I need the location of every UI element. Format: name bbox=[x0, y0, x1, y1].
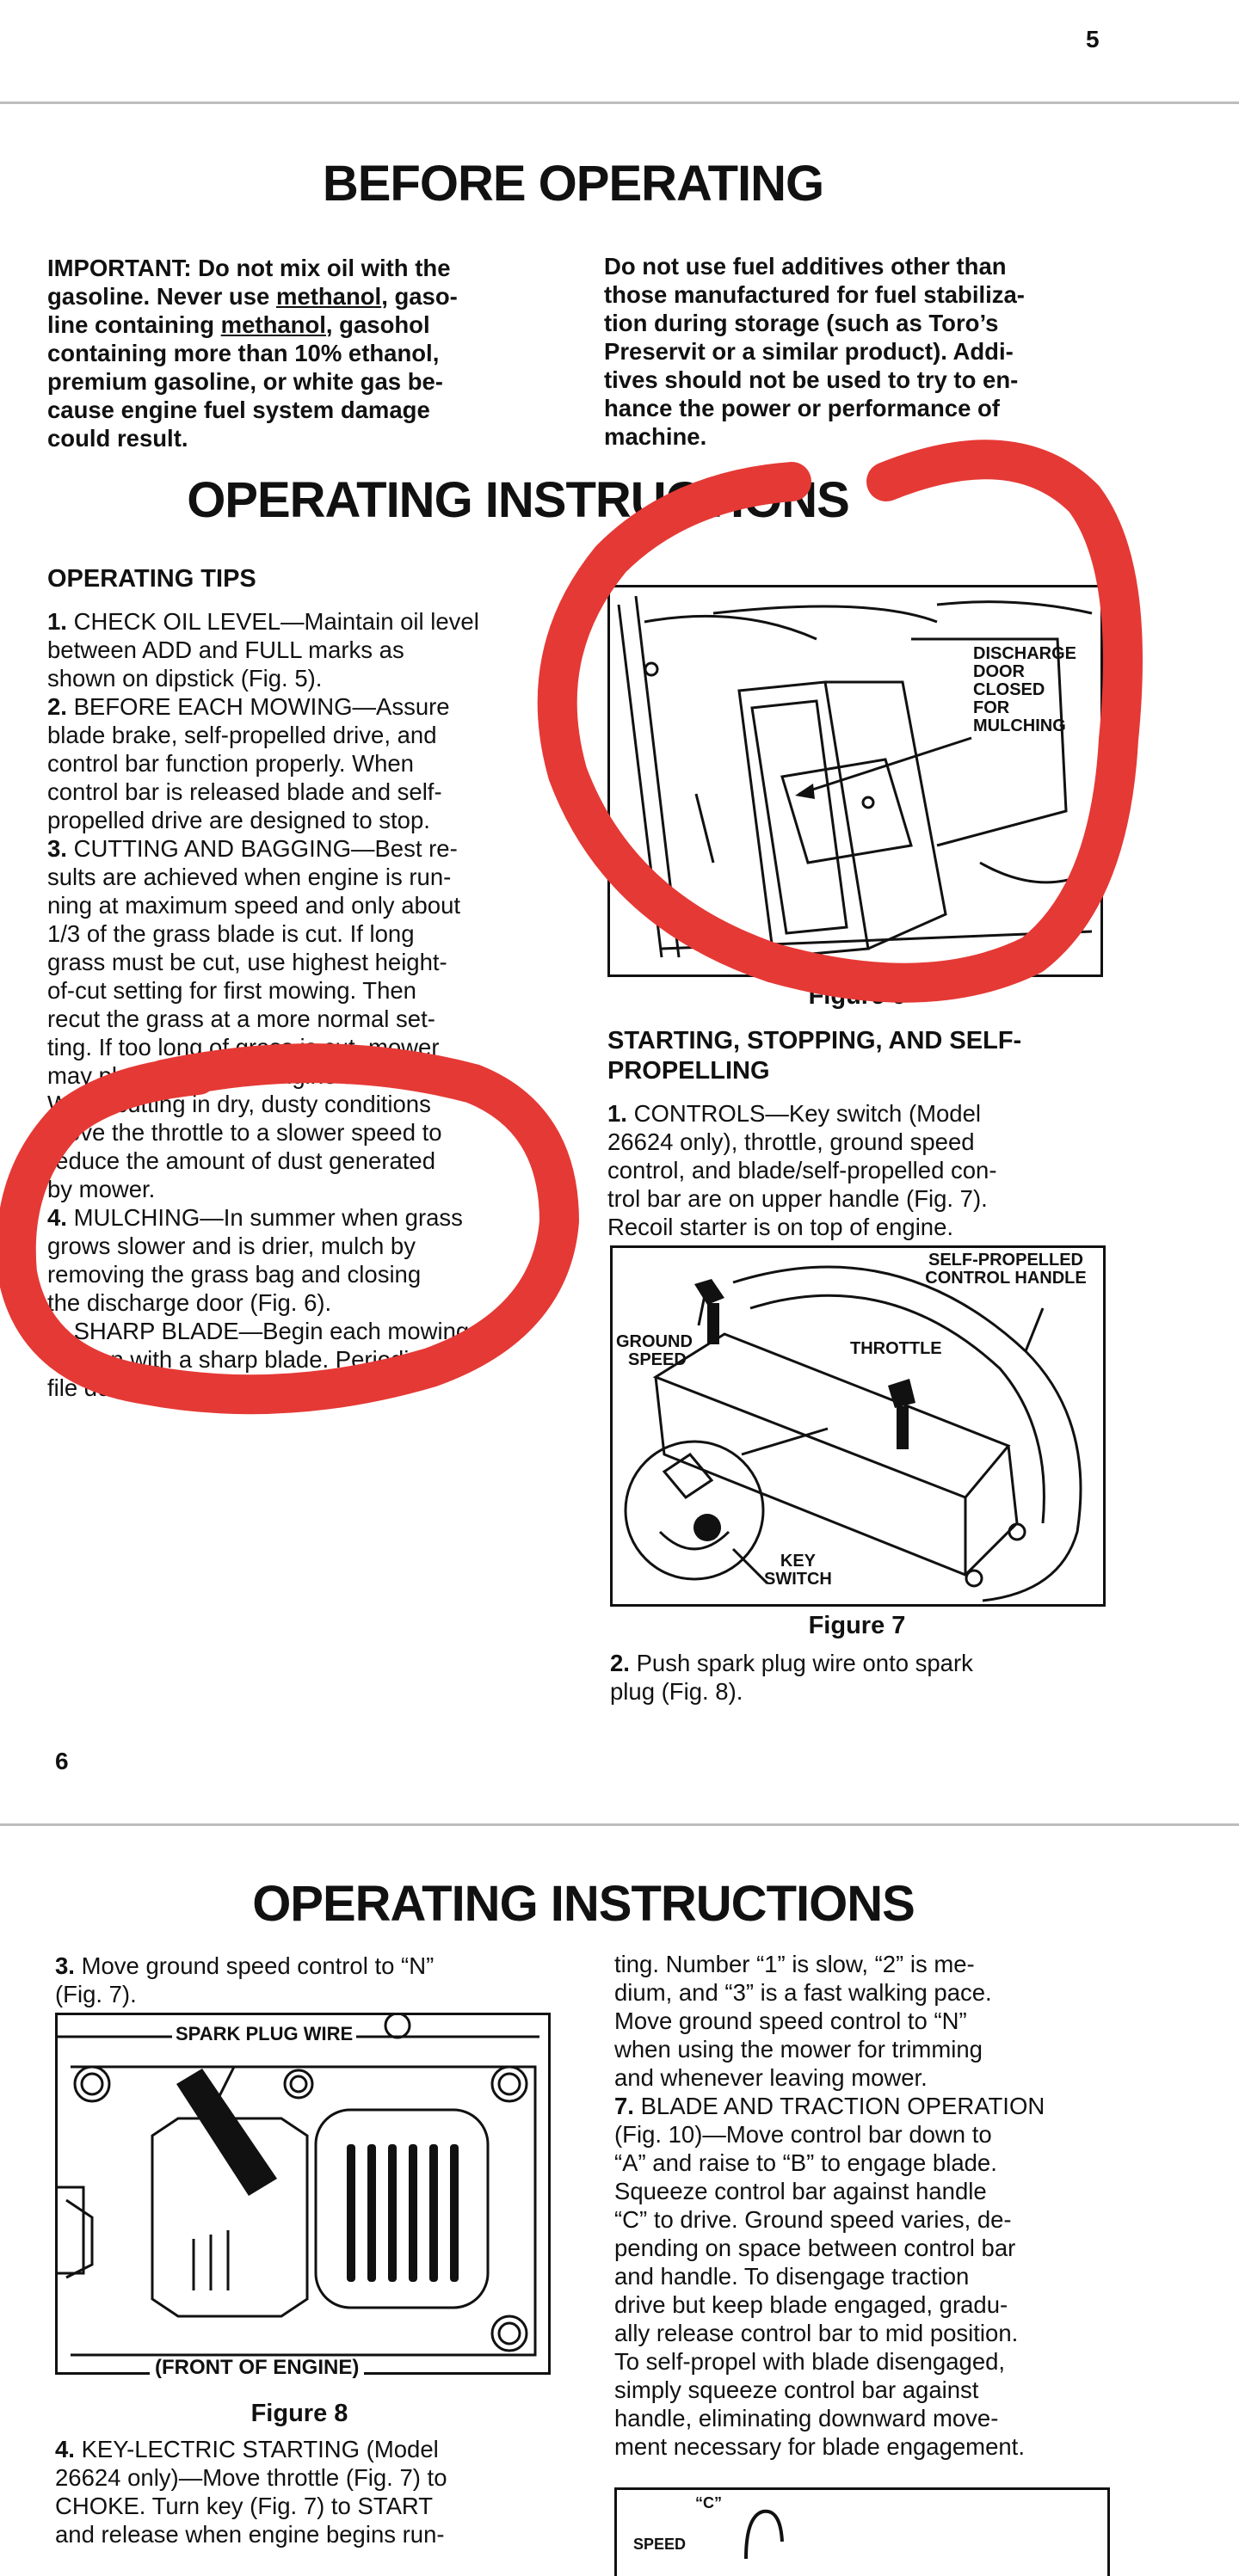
key-switch-label: KEY SWITCH bbox=[764, 1552, 832, 1589]
figure-6-caption: Figure 6 bbox=[808, 982, 906, 1010]
before-operating-title: BEFORE OPERATING bbox=[322, 156, 824, 212]
tip-item: 4. MULCHING—In summer when grass grows slower and is drier, mulch by removing the grass bag and closing the discharge door (Fig. 6). bbox=[47, 1204, 463, 1316]
methanol-term: methanol bbox=[275, 283, 382, 310]
step-2-paragraph: 2. Push spark plug wire onto spark plug (Fig. 8). bbox=[610, 1650, 973, 1705]
important-paragraph: IMPORTANT: Do not mix oil with the gasoline. Never use methanol, gaso- line containing methanol, gasohol containing more than 10% ethanol, premium gasoline, or white gas be- cause engine fuel system damage could result. bbox=[47, 255, 458, 452]
red-circle-annotation bbox=[558, 459, 1123, 982]
operating-instructions-title: OPERATING INSTRUCTIONS bbox=[252, 1876, 915, 1932]
step-3-paragraph: 3. Move ground speed control to “N” (Fig. 7). bbox=[55, 1952, 435, 2007]
tip-item: 2. BEFORE EACH MOWING—Assure blade brake, self-propelled drive, and control bar function properly. When control bar is released blade and self- propelled drive are designed to stop. bbox=[47, 693, 450, 833]
figure-8-caption: Figure 8 bbox=[250, 2400, 348, 2427]
important-label: IMPORTANT: bbox=[47, 255, 192, 281]
self-propelled-control-handle-label: SELF-PROPELLED CONTROL HANDLE bbox=[925, 1251, 1087, 1288]
methanol-term: methanol bbox=[220, 311, 326, 338]
red-circle-annotation bbox=[16, 1063, 559, 1394]
c-label: “C” bbox=[695, 2494, 722, 2511]
figure-7-caption: Figure 7 bbox=[808, 1612, 906, 1639]
starting-heading: STARTING, STOPPING, AND SELF- PROPELLING bbox=[607, 1027, 1022, 1085]
controls-paragraph: 1. CONTROLS—Key switch (Model 26624 only), throttle, ground speed control, and blade/self-propelled con- trol bar are on upper handle (Fig. 7). Recoil starter is on top of engine. bbox=[607, 1100, 997, 1240]
tip-item: 5. SHARP BLADE—Begin each mowing season with a sharp blade. Periodically file down nicks. bbox=[47, 1318, 470, 1401]
page-number: 6 bbox=[55, 1748, 69, 1774]
front-of-engine-label: (FRONT OF ENGINE) bbox=[150, 2358, 364, 2376]
fuel-additives-paragraph: Do not use fuel additives other than those manufactured for fuel stabiliza- tion during storage (such as Toro’s Preservit or a similar product). Addi- tives should not be used to try to en- hance the power or performance of machine. bbox=[604, 253, 1025, 450]
step-7-paragraph: 7. BLADE AND TRACTION OPERATION (Fig. 10)—Move control bar down to “A” and raise to “B” to engage blade. Squeeze control bar against handle “C” to drive. Ground speed varies, de- pending on space between control bar and handle. To disengage traction drive but keep blade engaged, gradu- ally release control bar to mid position. To self-propel with blade disengaged, simply squeeze control bar against handle, eliminating downward move- ment necessary for blade engagement. bbox=[614, 2093, 1045, 2460]
step-4-paragraph: 4. KEY-LECTRIC STARTING (Model 26624 only)—Move throttle (Fig. 7) to CHOKE. Turn key (Fig. 7) to START and release when engine begins run- bbox=[55, 2436, 447, 2548]
tip-item: 3. CUTTING AND BAGGING—Best re- sults are achieved when engine is run- ning at maximum speed and only about 1/3 of the grass blade is cut. If long grass must be cut, use highest height- of-cut setting for first mowing. Then recut the grass at a more normal set- ting. If too long of grass is cut, mower may plug and cause engine to stall. When cutting in dry, dusty conditions move the throttle to a slower speed to reduce the amount of dust generated by mower. bbox=[47, 835, 461, 1202]
ground-speed-label: GROUND SPEED bbox=[616, 1332, 693, 1369]
discharge-door-label: DISCHARGE DOOR CLOSED FOR MULCHING bbox=[973, 644, 1077, 735]
operating-instructions-title: OPERATING INSTRUCTIONS bbox=[187, 472, 849, 528]
operating-tips-heading: OPERATING TIPS bbox=[47, 565, 256, 593]
tip-item: 1. CHECK OIL LEVEL—Maintain oil level between ADD and FULL marks as shown on dipstick (Fig. 5). bbox=[47, 608, 479, 692]
spark-plug-wire-label: SPARK PLUG WIRE bbox=[172, 2025, 356, 2043]
speed-label: SPEED bbox=[633, 2536, 687, 2553]
throttle-label: THROTTLE bbox=[850, 1339, 942, 1358]
page-number: 5 bbox=[1086, 26, 1100, 52]
right-column-text: ting. Number “1” is slow, “2” is me- dium, and “3” is a fast walking pace. Move ground speed control to “N” when using the mower for trimming and whenever leaving mower. 7. BLADE AND TRACTION OPERATION (Fig. 10)—Move control bar down to “A” and raise to “B” to engage blade. Squeeze control bar against handle “C” to drive. Ground speed varies, de- pending on space between control bar and handle. To disengage traction drive but keep blade engaged, gradu- ally release control bar to mid position. To self-propel with blade disengaged, simply squeeze control bar against handle, eliminating downward move- ment necessary for blade engagement. bbox=[614, 1950, 1165, 2461]
